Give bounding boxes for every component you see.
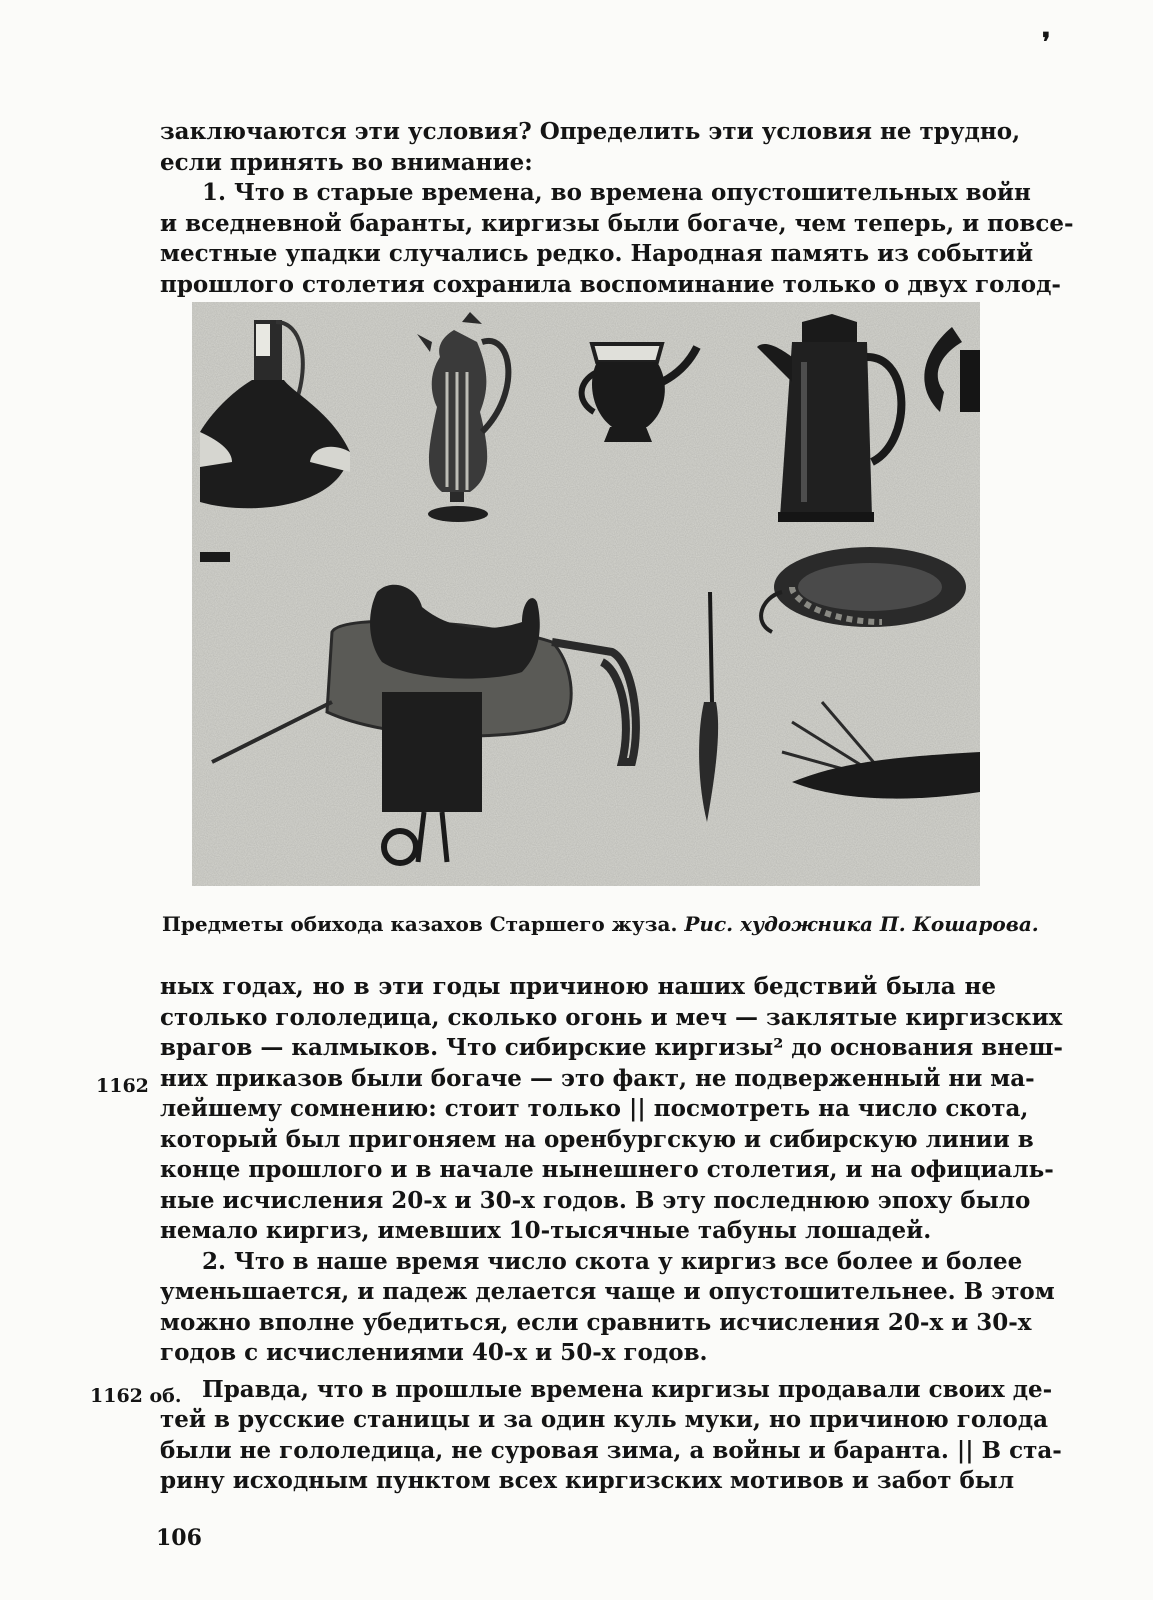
text-line: них приказов были богаче — это факт, не подверженный ни ма-: [160, 1064, 1035, 1092]
figure-caption: [162, 912, 1039, 936]
household-items-illustration: [192, 302, 980, 886]
page-number: 106: [156, 1525, 202, 1551]
corner-mark: ❜: [1042, 28, 1051, 58]
top-text-block: [160, 117, 1074, 300]
text-line: ных годах, но в эти годы причиною наших бедствий была не: [160, 973, 996, 1000]
text-line: годов с исчислениями 40-х и 50-х годов.: [160, 1339, 708, 1366]
text-line: ные исчисления 20-х и 30-х годов. В эту последнюю эпоху было: [160, 1186, 1031, 1214]
text-line: 1. Что в старые времена, во времена опустошительных войн: [202, 179, 1031, 206]
text-line: который был пригоняем на оренбургскую и сибирскую линии в: [160, 1125, 1034, 1153]
text-line: столько гололедица, сколько огонь и меч — заклятые киргизских: [160, 1003, 1063, 1031]
text-line: 2. Что в наше время число скота у киргиз все более и более: [202, 1247, 1023, 1275]
caption-credit: Рис. художника П. Кошарова.: [684, 912, 1039, 936]
text-line: конце прошлого и в начале нынешнего столетия, и на официаль-: [160, 1156, 1054, 1183]
paragraph-2: [160, 1247, 1055, 1369]
text-line: лейшему сомнению: стоит только || посмотреть на число скота,: [160, 1095, 1029, 1122]
text-line: Правда, что в прошлые времена киргизы продавали своих де-: [202, 1375, 1053, 1403]
text-line: и вседневной баранты, киргизы были богаче, чем теперь, и повсе-: [160, 209, 1074, 237]
small-strap-icon: [200, 552, 230, 562]
text-line: врагов — калмыков. Что сибирские киргизы² до основания внеш-: [160, 1034, 1063, 1061]
text-line: тей в русские станицы и за один куль муки, но причиною голода: [160, 1406, 1048, 1433]
text-line: если принять во внимание:: [160, 148, 533, 176]
caption-main: Предметы обихода казахов Старшего жуза.: [162, 912, 678, 936]
bottom-text-block: [160, 972, 1063, 1497]
text-line: заключаются эти условия? Определить эти условия не трудно,: [160, 118, 1021, 145]
text-line: рину исходным пунктом всех киргизских мотивов и забот был: [160, 1467, 1015, 1494]
paragraph-3: [160, 1375, 1062, 1497]
text-line: были не гололедица, не суровая зима, а войны и баранта. || В ста-: [160, 1436, 1062, 1464]
text-line: уменьшается, и падеж делается чаще и опустошительнее. В этом: [160, 1278, 1055, 1305]
paragraph-1: [160, 972, 1063, 1247]
marginal-reference: 1162: [96, 1075, 149, 1097]
text-line: местные упадки случались редко. Народная память из событий: [160, 240, 1034, 267]
text-line: прошлого столетия сохранила воспоминание только о двух голод-: [160, 270, 1061, 298]
illustration-svg: [192, 302, 980, 886]
text-line: немало киргиз, имевших 10-тысячные табуны лошадей.: [160, 1217, 932, 1244]
marginal-reference: 1162 об.: [90, 1385, 182, 1407]
text-line: можно вполне убедиться, если сравнить исчисления 20-х и 30-х: [160, 1308, 1032, 1336]
